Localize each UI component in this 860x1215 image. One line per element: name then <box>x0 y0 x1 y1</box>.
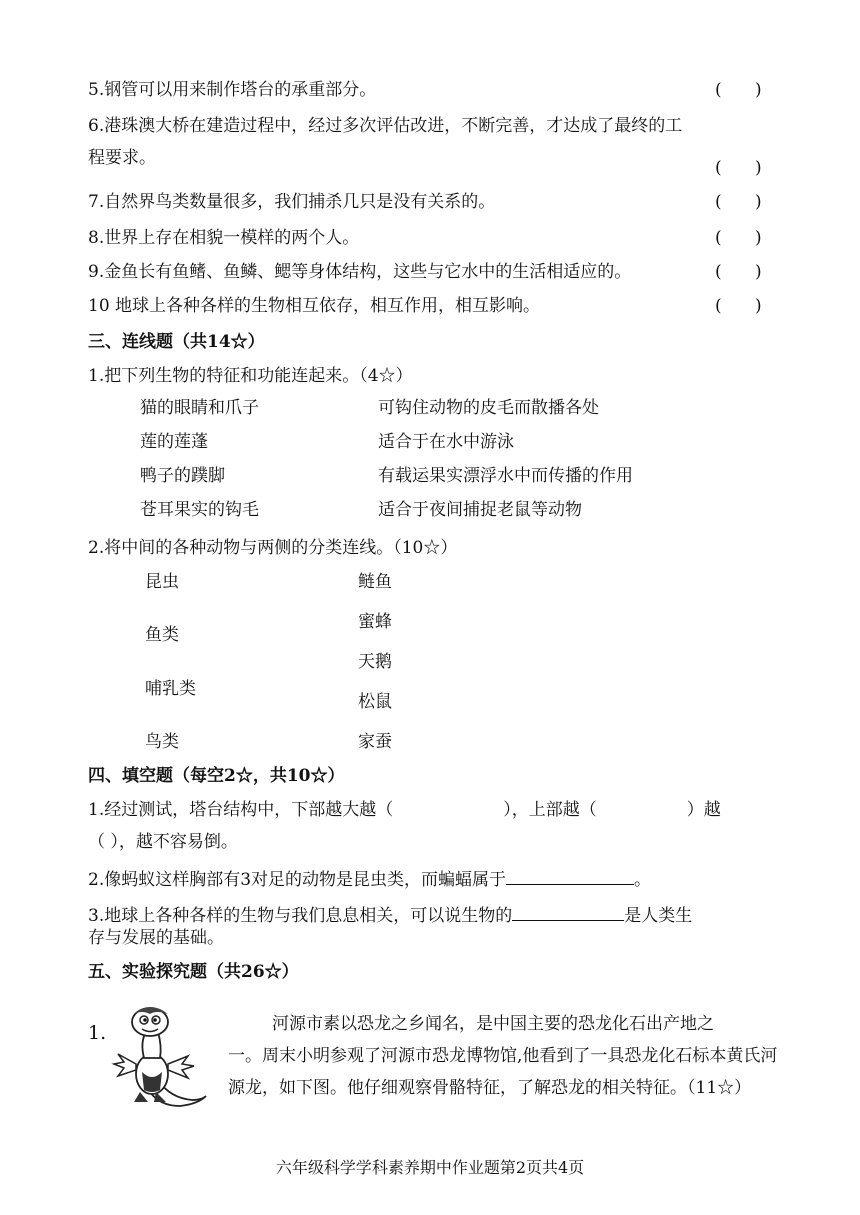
class-insect[interactable]: 昆虫 <box>145 572 179 592</box>
feature-left-2[interactable]: 莲的莲蓬 <box>140 432 208 452</box>
class-fish[interactable]: 鱼类 <box>145 625 179 645</box>
answer-paren-7[interactable]: ( ) <box>715 192 762 212</box>
feature-left-1[interactable]: 猫的眼睛和爪子 <box>140 398 259 418</box>
judge-item-8: 8.世界上存在相貌一模样的两个人。 <box>88 228 360 248</box>
judge-item-10: 10 地球上各种各样的生物相互依存，相互作用，相互影响。 <box>88 296 541 316</box>
experiment-paragraph-rest: 一。周末小明参观了河源市恐龙博物馆,他看到了一具恐龙化石标本黄氏河源龙，如下图。他仔细观察骨骼特征，了解恐龙的相关特征。（11☆） <box>228 1046 778 1098</box>
fill-q3-part-b: 是人类生 <box>624 906 693 926</box>
judge-item-6-cont: 程要求。 <box>88 148 156 168</box>
answer-paren-6[interactable]: ( ) <box>715 158 762 178</box>
function-right-1[interactable]: 可钩住动物的皮毛而散播各处 <box>378 398 599 418</box>
function-right-2[interactable]: 适合于在水中游泳 <box>378 432 514 452</box>
judge-item-6: 6.港珠澳大桥在建造过程中，经过多次评估改进，不断完善，才达成了最终的工 <box>88 116 683 136</box>
fill-q3-blank[interactable] <box>512 902 624 921</box>
feature-left-4[interactable]: 苍耳果实的钩毛 <box>140 500 259 520</box>
fill-q3-part-a: 3.地球上各种各样的生物与我们息息相关，可以说生物的 <box>88 906 513 926</box>
answer-paren-9[interactable]: ( ) <box>715 262 762 282</box>
animal-swan[interactable]: 天鹅 <box>358 652 392 672</box>
answer-paren-10[interactable]: ( ) <box>715 296 762 316</box>
fill-q1 <box>88 798 778 822</box>
fill-q2-blank[interactable] <box>506 866 634 885</box>
fill-q2-part-b: 。 <box>634 870 652 890</box>
question-number: 1. <box>88 1022 107 1044</box>
section-4-title: 四、填空题（每空2☆，共10☆） <box>88 766 345 786</box>
judge-item-9: 9.金鱼长有鱼鳍、鱼鳞、鳃等身体结构，这些与它水中的生活相适应的。 <box>88 262 632 282</box>
fill-q3-cont: 存与发展的基础。 <box>88 928 224 948</box>
section-5-title: 五、实验探究题（共26☆） <box>88 962 299 982</box>
fill-q2 <box>88 866 778 892</box>
answer-paren-8[interactable]: ( ) <box>715 228 762 248</box>
animal-silver-carp[interactable]: 鲢鱼 <box>358 572 392 592</box>
animal-bee[interactable]: 蜜蜂 <box>358 612 392 632</box>
matching-q1: 1.把下列生物的特征和功能连起来。（4☆） <box>88 366 413 386</box>
function-right-4[interactable]: 适合于夜间捕捉老鼠等动物 <box>378 500 582 520</box>
judge-item-5: 5.钢管可以用来制作塔台的承重部分。 <box>88 80 377 100</box>
page-footer: 六年级科学学科素养期中作业题第2页共4页 <box>275 1158 585 1177</box>
fill-q1-part-a: 1.经过测试，塔台结构中，下部越大越（ <box>88 800 394 820</box>
function-right-3[interactable]: 有载运果实漂浮水中而传播的作用 <box>378 466 633 486</box>
section-3-title: 三、连线题（共14☆） <box>88 332 265 352</box>
answer-paren-5[interactable]: ( ) <box>715 80 762 100</box>
fill-q3 <box>88 902 778 928</box>
fill-q1-part-c: ）越 <box>686 800 721 820</box>
matching-q2: 2.将中间的各种动物与两侧的分类连线。（10☆） <box>88 538 458 558</box>
dinosaur-mascot-icon <box>110 1002 210 1114</box>
judge-item-7: 7.自然界鸟类数量很多，我们捕杀几只是没有关系的。 <box>88 192 496 212</box>
fill-q1-cont: （ ），越不容易倒。 <box>88 832 238 852</box>
fill-q2-part-a: 2.像蚂蚁这样胸部有3对足的动物是昆虫类，而蝙蝠属于 <box>88 870 507 890</box>
class-bird[interactable]: 鸟类 <box>145 732 179 752</box>
feature-left-3[interactable]: 鸭子的蹼脚 <box>140 466 225 486</box>
fill-q1-part-b: ），上部越（ <box>503 800 597 820</box>
animal-squirrel[interactable]: 松鼠 <box>358 692 392 712</box>
class-mammal[interactable]: 哺乳类 <box>145 679 196 699</box>
experiment-paragraph: 河源市素以恐龙之乡闻名，是中国主要的恐龙化石出产地之 <box>272 1014 714 1034</box>
animal-silkworm[interactable]: 家蚕 <box>358 732 392 752</box>
